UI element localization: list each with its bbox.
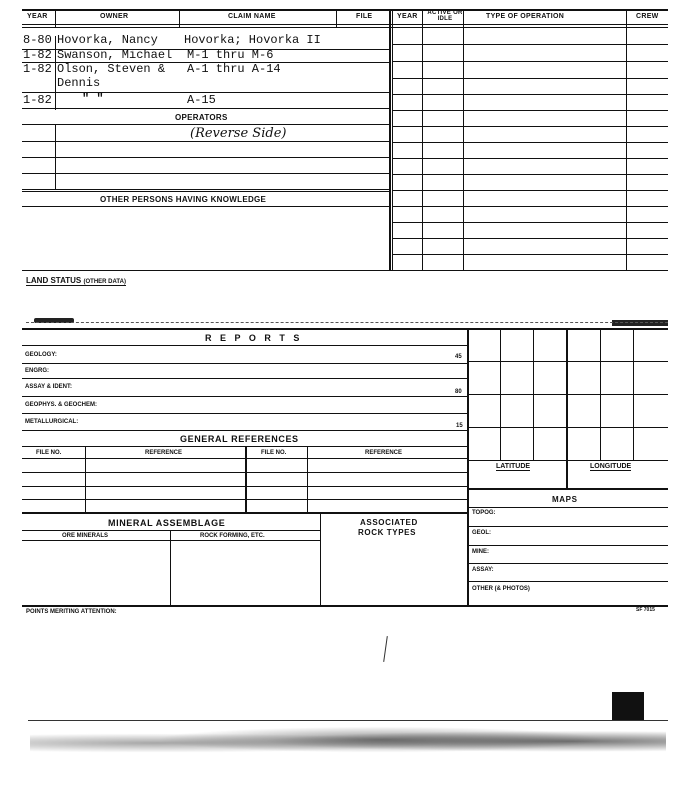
row-line-right	[392, 78, 668, 79]
scan-separator	[26, 322, 668, 323]
header-crew: CREW	[636, 13, 659, 20]
gr-reference-2: REFERENCE	[365, 450, 403, 456]
row-year: 1-82	[23, 48, 52, 62]
row-line-right	[392, 44, 668, 45]
form-number: SF 7015	[636, 607, 655, 613]
row-line	[22, 141, 389, 142]
gr-col-line	[85, 446, 86, 512]
gr-reference: REFERENCE	[145, 450, 183, 456]
row-line-right	[392, 126, 668, 127]
reports-top-border	[22, 328, 668, 330]
bottom-section-line	[22, 605, 668, 607]
row-line-right	[392, 222, 668, 223]
gr-col-line-mid	[245, 446, 247, 512]
row-line-right	[392, 110, 668, 111]
maps-row-line	[468, 545, 668, 546]
report-geology: GEOLOGY:	[25, 352, 57, 358]
gr-bottom-line	[22, 512, 467, 514]
row-line	[22, 189, 389, 190]
grid-row-line	[468, 361, 668, 362]
maps-row-line	[468, 526, 668, 527]
col-line-year	[55, 9, 56, 27]
report-line	[22, 430, 467, 431]
divider-main-vertical-2	[392, 9, 393, 270]
row-owner: Dennis	[57, 76, 101, 90]
grid-row-line	[468, 394, 668, 395]
gr-col-line	[307, 446, 308, 512]
header-bottom-line-2	[22, 27, 668, 28]
gr-file-no: FILE NO.	[36, 450, 62, 456]
rock-forming-label: ROCK FORMING, ETC.	[200, 533, 265, 539]
header-year-2: YEAR	[397, 13, 418, 20]
row-claim: A-15	[187, 93, 216, 107]
col-line-owner	[179, 9, 180, 27]
gr-row-line	[22, 486, 467, 487]
col-line-crew	[626, 9, 627, 270]
ore-minerals-label: ORE MINERALS	[62, 533, 109, 539]
associated-col-line	[320, 512, 321, 605]
mineral-assemblage-title: MINERAL ASSEMBLAGE	[108, 518, 226, 528]
row-year: 1-82	[23, 62, 52, 76]
header-year: YEAR	[27, 13, 48, 20]
row-owner: Olson, Steven &	[57, 62, 166, 76]
report-metallurgical-num: 15	[456, 423, 463, 429]
gr-row-line	[22, 499, 467, 500]
col-line-claim	[336, 9, 337, 27]
grid-row-line	[468, 427, 668, 428]
maps-header-line	[468, 507, 668, 508]
report-engrg: ENGRG:	[25, 368, 49, 374]
row-line	[22, 206, 389, 207]
divider-main-vertical	[389, 9, 391, 270]
scan-stray-mark	[383, 636, 388, 662]
scan-bottom-line	[28, 720, 668, 721]
points-meriting-attention-label: POINTS MERITING ATTENTION:	[26, 609, 117, 615]
gr-file-no-2: FILE NO.	[261, 450, 287, 456]
row-line	[22, 173, 389, 174]
report-assay-ident: ASSAY & IDENT:	[25, 384, 73, 390]
maps-top-line	[468, 488, 668, 490]
report-line	[22, 363, 467, 364]
latitude-label: LATITUDE	[496, 463, 531, 470]
row-line-right	[392, 254, 668, 255]
rock-types-label: ROCK TYPES	[358, 528, 417, 537]
other-persons-label: OTHER PERSONS HAVING KNOWLEDGE	[100, 195, 267, 204]
row-owner: Swanson, Michael	[57, 48, 173, 62]
grid-center-line	[566, 328, 568, 488]
reports-title: R E P O R T S	[205, 333, 303, 343]
table-bottom-border	[22, 270, 668, 271]
map-mine: MINE:	[472, 549, 489, 555]
row-line-right	[392, 61, 668, 62]
map-geol: GEOL:	[472, 530, 491, 536]
associated-label: ASSOCIATED	[360, 518, 418, 527]
row-line-right	[392, 238, 668, 239]
gr-row-line	[22, 472, 467, 473]
maps-title: MAPS	[552, 495, 578, 504]
map-assay: ASSAY:	[472, 567, 494, 573]
row-line	[22, 124, 389, 125]
row-line-right	[392, 94, 668, 95]
row-line-right	[392, 142, 668, 143]
row-line-right	[392, 174, 668, 175]
longitude-label: LONGITUDE	[590, 463, 632, 470]
operators-handwritten-note: (Reverse Side)	[190, 126, 287, 141]
row-line-right	[392, 158, 668, 159]
row-owner: Hovorka, Nancy	[57, 33, 158, 47]
mineral-subheader-line	[22, 540, 320, 541]
land-status-sub: (OTHER DATA)	[83, 279, 126, 285]
col-line-year-2	[55, 36, 56, 110]
scan-black-block	[612, 692, 644, 720]
header-claim-name: CLAIM NAME	[228, 13, 276, 20]
col-line-year-right	[422, 9, 423, 270]
reports-header-line	[22, 345, 467, 346]
row-year: 1-82	[23, 93, 52, 107]
header-active-idle: ACTIVE OR IDLE	[427, 10, 463, 22]
general-references-title: GENERAL REFERENCES	[180, 434, 299, 444]
report-metallurgical: METALLURGICAL:	[25, 419, 79, 425]
report-geology-num: 45	[455, 354, 462, 360]
header-type-of-operation: TYPE OF OPERATION	[486, 13, 565, 20]
scan-noise-band	[30, 726, 666, 760]
row-claim: Hovorka; Hovorka II	[184, 33, 321, 47]
row-year: 8-80	[23, 33, 52, 47]
grid-row-line	[468, 460, 668, 461]
land-status-label: LAND STATUS	[26, 276, 82, 285]
header-owner: OWNER	[100, 13, 129, 20]
report-geophys-geochem: GEOPHYS. & GEOCHEM:	[25, 402, 98, 408]
report-line	[22, 396, 467, 397]
land-status-heading	[26, 276, 126, 286]
mineral-header-line	[22, 530, 320, 531]
report-assay-num: 80	[455, 389, 462, 395]
row-claim: M-1 thru M-6	[187, 48, 274, 62]
col-line-active	[463, 9, 464, 270]
maps-row-line	[468, 563, 668, 564]
map-other-photos: OTHER (& PHOTOS)	[472, 586, 530, 592]
operators-label: OPERATORS	[175, 113, 228, 122]
row-line	[22, 191, 389, 192]
table-top-border	[22, 9, 668, 11]
row-line-right	[392, 190, 668, 191]
row-line-right	[392, 206, 668, 207]
row-line	[22, 108, 389, 109]
mineral-col-line	[170, 530, 171, 605]
scan-mark-right	[612, 320, 668, 326]
row-line	[22, 157, 389, 158]
maps-row-line	[468, 581, 668, 582]
report-line	[22, 378, 467, 379]
header-file: FILE	[356, 13, 373, 20]
report-line	[22, 413, 467, 414]
row-owner-ditto: " "	[82, 92, 104, 106]
row-claim: A-1 thru A-14	[187, 62, 281, 76]
map-topog: TOPOG:	[472, 510, 496, 516]
header-bottom-line	[22, 24, 668, 25]
